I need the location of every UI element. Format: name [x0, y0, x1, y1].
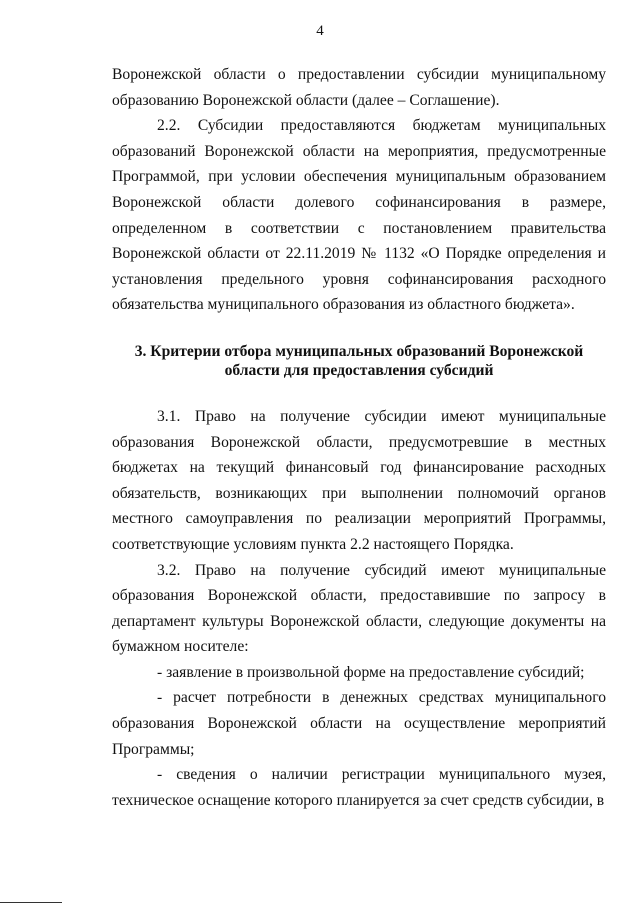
paragraph-3-1: 3.1. Право на получение субсидии имеют муниципальные образования Воронежской области, предусмотревшие в местных бюджетах на текущий финансовый год финансирование расходных обязательств, возникающих при выполнении полномочий органов местного самоуправления по реализации мероприятий Программы, соответствующие условиям пункта 2.2 настоящего Порядка. — [112, 407, 606, 553]
section-heading-3: 3. Критерии отбора муниципальных образований Воронежской области для предоставления субсидий — [134, 342, 584, 379]
paragraph-3-2: 3.2. Право на получение субсидий имеют муниципальные образования Воронежской области, предоставившие по запросу в департамент культуры Воронежской области, следующие документы на бумажном носителе: — [112, 561, 606, 656]
paragraph-intro-continuation: Воронежской области о предоставлении субсидии муниципальному образованию Воронежской области (далее – Соглашение). — [112, 66, 606, 109]
page-number: 4 — [316, 23, 324, 39]
list-item-museum-registration: - сведения о наличии регистрации муниципального музея, техническое оснащение которого планируется за счет средств субсидии, в — [112, 766, 606, 809]
list-item-funding-calculation: - расчет потребности в денежных средствах муниципального образования Воронежской области на осуществление мероприятий Программы; — [112, 689, 606, 758]
paragraph-2-2: 2.2. Субсидии предоставляются бюджетам муниципальных образований Воронежской области на мероприятия, предусмотренные Программой, при условии обеспечения муниципальным образованием Воронежской области долевого софинансирования в размере, определенном в соответствии с постановлением правительства Воронежской области от 22.11.2019 № 1132 «О Порядке определения и установления предельного уровня софинансирования расходного обязательства муниципального образования из областного бюджета». — [112, 117, 606, 314]
list-item-application: - заявление в произвольной форме на предоставление субсидий; — [157, 663, 585, 681]
document-body — [112, 62, 606, 813]
footer-rule — [0, 902, 62, 903]
